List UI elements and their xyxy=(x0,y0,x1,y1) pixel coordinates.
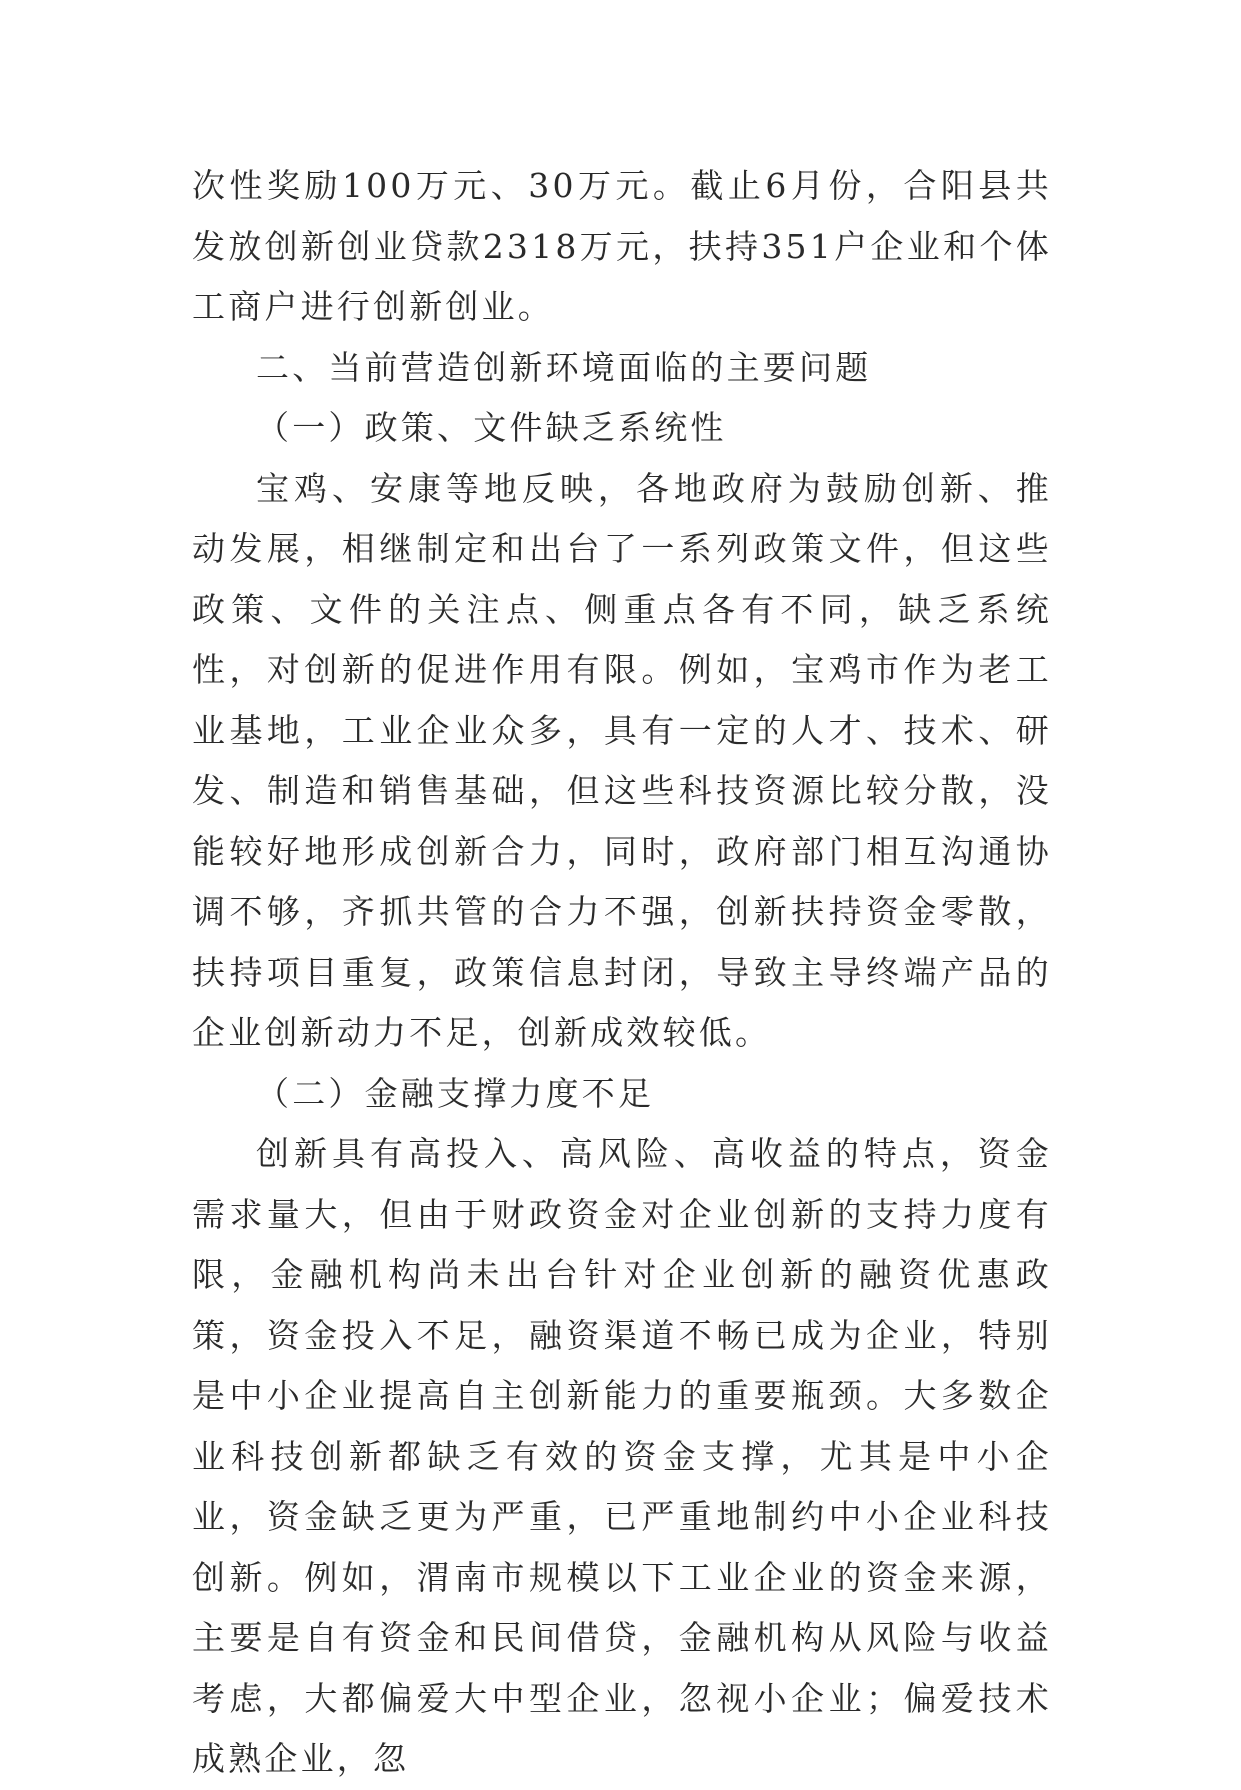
paragraph-finance: 创新具有高投入、高风险、高收益的特点，资金需求量大，但由于财政资金对企业创新的支持力度有限，金融机构尚未出台针对企业创新的融资优惠政策，资金投入不足，融资渠道不畅已成为企业，特别是中小企业提高自主创新能力的重要瓶颈。大多数企业科技创新都缺乏有效的资金支撑，尤其是中小企业，资金缺乏更为严重，已严重地制约中小企业科技创新。例如，渭南市规模以下工业企业的资金来源，主要是自有资金和民间借贷，金融机构从风险与收益考虑，大都偏爱大中型企业，忽视小企业；偏爱技术成熟企业，忽 xyxy=(192,1134,1052,1778)
document-text xyxy=(192,156,1052,1790)
subsection-heading-finance: （二）金融支撑力度不足 xyxy=(256,1073,655,1113)
subsection-heading-policy: （一）政策、文件缺乏系统性 xyxy=(256,408,727,447)
paragraph-continuation: 次性奖励100万元、30万元。截止6月份，合阳县共发放创新创业贷款2318万元，扶持351户企业和个体工商户进行创新创业。 xyxy=(192,166,1052,326)
section-heading-main-problems: 二、当前营造创新环境面临的主要问题 xyxy=(256,347,872,387)
paragraph-policy: 宝鸡、安康等地反映，各地政府为鼓励创新、推动发展，相继制定和出台了一系列政策文件，但这些政策、文件的关注点、侧重点各有不同，缺乏系统性，对创新的促进作用有限。例如，宝鸡市作为老工业基地，工业企业众多，具有一定的人才、技术、研发、制造和销售基础，但这些科技资源比较分散，没能较好地形成创新合力，同时，政府部门相互沟通协调不够，齐抓共管的合力不强，创新扶持资金零散，扶持项目重复，政策信息封闭，导致主导终端产品的企业创新动力不足，创新成效较低。 xyxy=(192,468,1052,1052)
